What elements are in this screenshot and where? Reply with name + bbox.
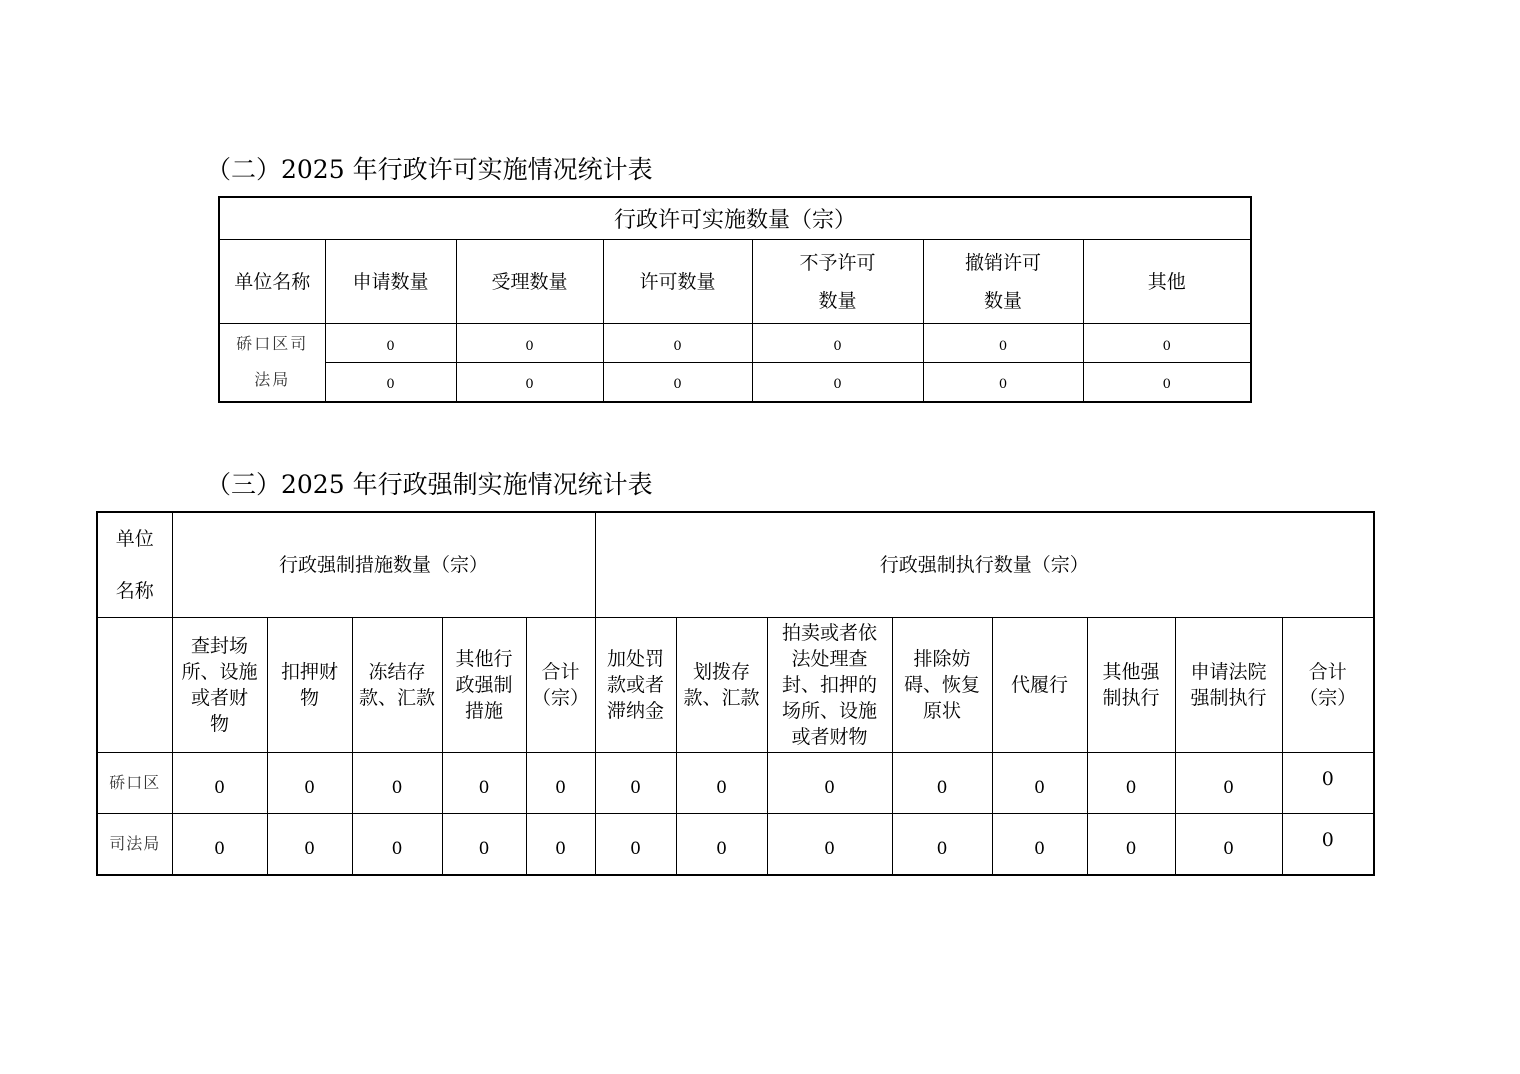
cell-value: 0 [603,324,752,363]
col-measures-total: 合计 （宗） [526,618,595,753]
cell-value: 0 [595,814,676,875]
admin-enforcement-table [96,511,1375,876]
col-deny-count: 不予许可 数量 [752,240,923,324]
cell-value: 0 [456,324,603,363]
permit-table-header: 行政许可实施数量（宗） [219,197,1251,240]
col-freeze-deposit: 冻结存 款、汇款 [352,618,442,753]
cell-value: 0 [442,814,526,875]
cell-value: 0 [526,753,595,814]
empty-cell [97,618,172,753]
cell-value: 0 [1083,324,1251,363]
cell-value: 0 [1087,814,1175,875]
cell-value: 0 [325,363,456,402]
unit-name-cell: 司法局 [97,814,172,875]
col-court-exec: 申请法院 强制执行 [1175,618,1282,753]
section3-title: （三）2025 年行政强制实施情况统计表 [206,470,653,499]
col-revoke-count: 撤销许可 数量 [923,240,1083,324]
table-row [219,363,1251,402]
cell-value: 0 [676,814,767,875]
col-seize-property: 扣押财 物 [267,618,352,753]
cell-value: 0 [752,363,923,402]
cell-value: 0 [752,324,923,363]
cell-value: 0 [892,814,992,875]
cell-value: 0 [767,814,892,875]
group-measures-header: 行政强制措施数量（宗） [172,512,595,618]
cell-value: 0 [676,753,767,814]
col-unit-name: 单位 名称 [97,512,172,618]
cell-value: 0 [1175,814,1282,875]
table-row [219,324,1251,363]
unit-name-cell: 硚口区 [97,753,172,814]
table-row [97,814,1374,875]
col-late-fee: 加处罚 款或者 滞纳金 [595,618,676,753]
cell-value: 0 [1087,753,1175,814]
cell-value: 0 [923,363,1083,402]
cell-value: 0 [267,753,352,814]
col-other-measures: 其他行 政强制 措施 [442,618,526,753]
col-other-exec: 其他强 制执行 [1087,618,1175,753]
col-exec-total: 合计 （宗） [1282,618,1374,753]
cell-value: 0 [892,753,992,814]
cell-value: 0 [923,324,1083,363]
admin-permit-table [218,196,1252,403]
col-seal-property: 查封场 所、设施 或者财 物 [172,618,267,753]
cell-value: 0 [456,363,603,402]
cell-value: 0 [992,814,1087,875]
cell-value: 0 [172,753,267,814]
col-other: 其他 [1083,240,1251,324]
col-permit-count: 许可数量 [603,240,752,324]
cell-value: 0 [1175,753,1282,814]
cell-value: 0 [1282,814,1374,875]
table-row [97,753,1374,814]
col-apply-count: 申请数量 [325,240,456,324]
cell-value: 0 [767,753,892,814]
cell-value: 0 [1282,753,1374,814]
col-transfer-deposit: 划拨存 款、汇款 [676,618,767,753]
unit-name-cell: 硚口区司 法局 [219,324,325,402]
cell-value: 0 [595,753,676,814]
col-auction-property: 拍卖或者依 法处理查 封、扣押的 场所、设施 或者财物 [767,618,892,753]
cell-value: 0 [325,324,456,363]
col-remove-obstruction: 排除妨 碍、恢复 原状 [892,618,992,753]
cell-value: 0 [1083,363,1251,402]
cell-value: 0 [603,363,752,402]
col-accept-count: 受理数量 [456,240,603,324]
section2-title: （二）2025 年行政许可实施情况统计表 [206,155,653,184]
cell-value: 0 [352,753,442,814]
group-exec-header: 行政强制执行数量（宗） [595,512,1374,618]
col-substitute-performance: 代履行 [992,618,1087,753]
cell-value: 0 [992,753,1087,814]
cell-value: 0 [442,753,526,814]
cell-value: 0 [172,814,267,875]
cell-value: 0 [526,814,595,875]
cell-value: 0 [352,814,442,875]
cell-value: 0 [267,814,352,875]
col-unit-name: 单位名称 [219,240,325,324]
